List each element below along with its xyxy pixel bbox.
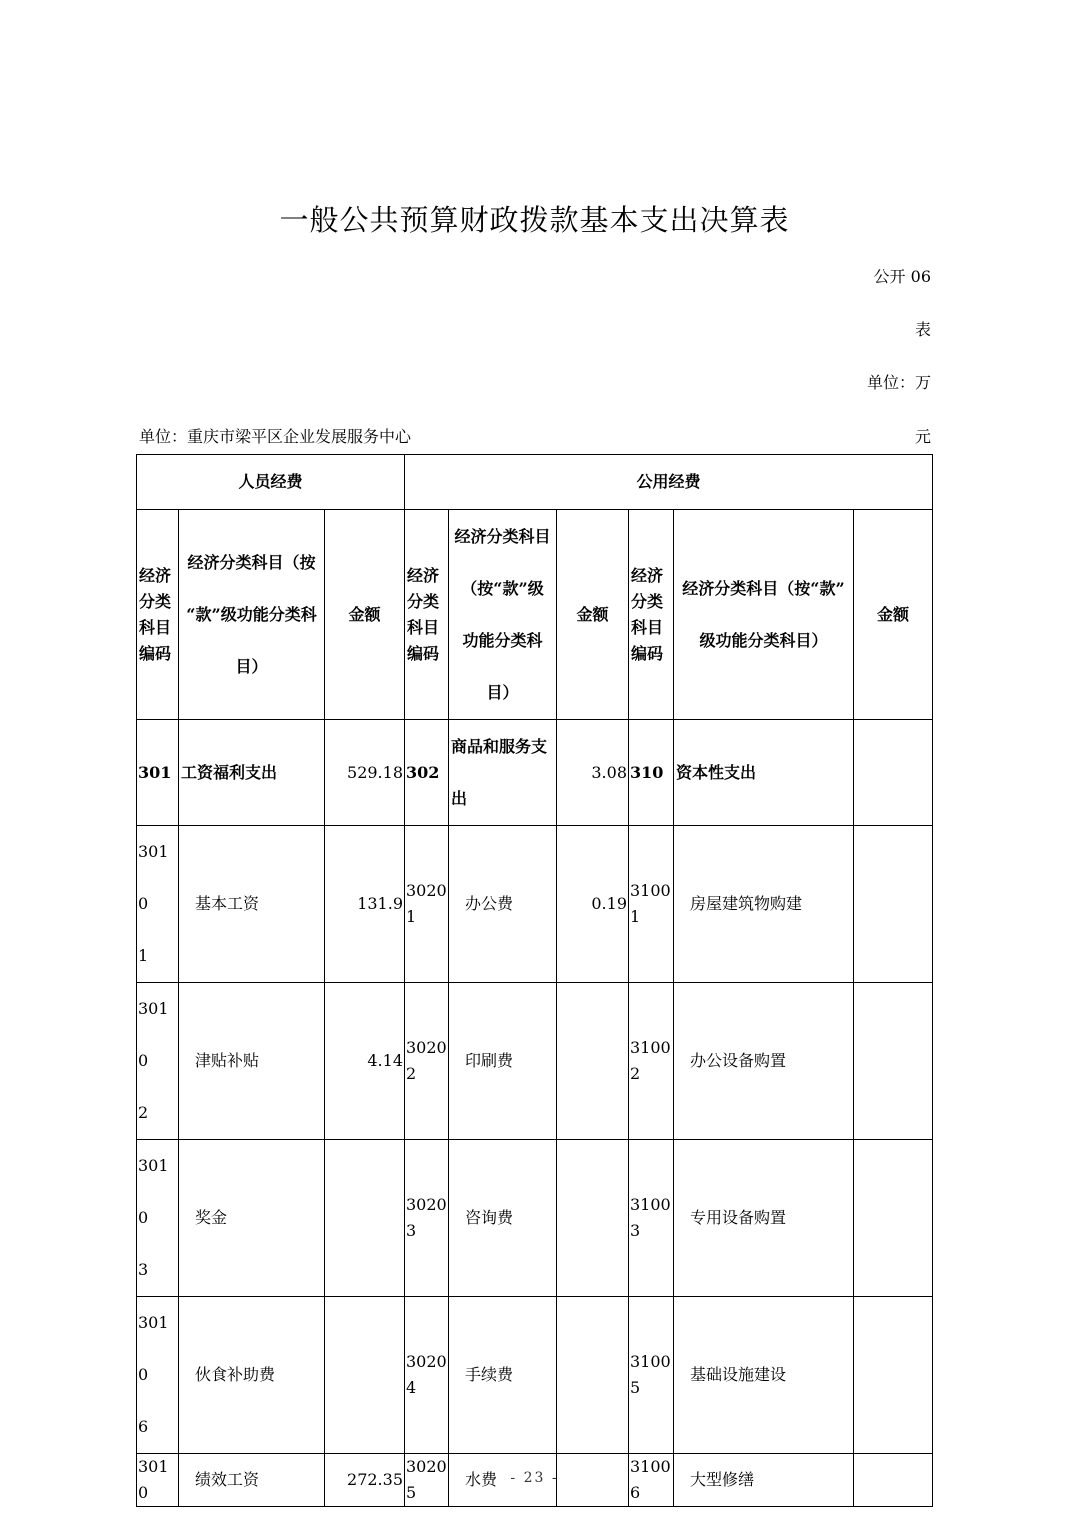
row-code-3: 31002 [629, 983, 674, 1140]
row-name-2: 手续费 [449, 1297, 557, 1454]
group-name-310: 资本性支出 [674, 720, 854, 826]
row-name-2: 咨询费 [449, 1140, 557, 1297]
group-name-302: 商品和服务支 出 [449, 720, 557, 826]
row-name-3: 大型修缮 [674, 1454, 854, 1507]
table-row [137, 1297, 933, 1454]
row-amount-1: 272.35 [325, 1454, 405, 1507]
row-amount-3 [854, 826, 933, 983]
org-label: 单位：重庆市梁平区企业发展服务中心 [139, 427, 412, 446]
section-header-row [137, 455, 933, 510]
row-name-2: 水费 [449, 1454, 557, 1507]
row-name-1: 绩效工资 [179, 1454, 325, 1507]
row-code-1: 3010 6 [137, 1297, 179, 1454]
row-amount-1 [325, 1297, 405, 1454]
row-code-2: 30205 [405, 1454, 449, 1507]
unit-line1: 单位：万 [866, 373, 931, 392]
row-amount-1: 131.9 [325, 826, 405, 983]
row-amount-2 [557, 1297, 629, 1454]
amount-header-3: 金额 [854, 510, 933, 720]
group-row [137, 720, 933, 826]
code-header-2: 经济 分类 科目 编码 [405, 510, 449, 720]
table-row [137, 983, 933, 1140]
table-row [137, 826, 933, 983]
name-header-2: 经济分类科目 （按“款”级 功能分类科 目） [449, 510, 557, 720]
group-code-310: 310 [629, 720, 674, 826]
name-header-3: 经济分类科目（按“款” 级功能分类科目） [674, 510, 854, 720]
amount-header-1: 金额 [325, 510, 405, 720]
row-name-3: 办公设备购置 [674, 983, 854, 1140]
group-amount-301: 529.18 [325, 720, 405, 826]
code-header-3: 经济 分类 科目 编码 [629, 510, 674, 720]
row-name-2: 印刷费 [449, 983, 557, 1140]
row-amount-1 [325, 1140, 405, 1297]
page-title: 一般公共预算财政拨款基本支出决算表 [279, 203, 790, 237]
group-amount-302: 3.08 [557, 720, 629, 826]
row-amount-2 [557, 983, 629, 1140]
row-amount-2: 0.19 [557, 826, 629, 983]
row-code-1: 3010 2 [137, 983, 179, 1140]
group-name-301: 工资福利支出 [179, 720, 325, 826]
row-amount-3 [854, 1297, 933, 1454]
row-name-3: 专用设备购置 [674, 1140, 854, 1297]
row-code-2: 30203 [405, 1140, 449, 1297]
row-code-1: 3010 3 [137, 1140, 179, 1297]
row-code-3: 31006 [629, 1454, 674, 1507]
table-row [137, 1140, 933, 1297]
row-code-1: 3010 [137, 1454, 179, 1507]
form-code-line2: 表 [914, 320, 931, 339]
form-code-line1: 公开 06 [873, 267, 931, 286]
group-amount-310 [854, 720, 933, 826]
column-header-row [137, 510, 933, 720]
row-name-1: 基本工资 [179, 826, 325, 983]
row-code-3: 31001 [629, 826, 674, 983]
row-code-3: 31005 [629, 1297, 674, 1454]
row-code-1: 3010 1 [137, 826, 179, 983]
row-name-1: 奖金 [179, 1140, 325, 1297]
expenditure-table [136, 454, 933, 1507]
row-name-1: 津贴补贴 [179, 983, 325, 1140]
row-amount-2 [557, 1140, 629, 1297]
page-number: - 23 - [510, 1470, 559, 1486]
row-code-2: 30202 [405, 983, 449, 1140]
unit-line2: 元 [914, 427, 931, 446]
code-header-1: 经济 分类 科目 编码 [137, 510, 179, 720]
row-code-2: 30201 [405, 826, 449, 983]
row-name-2: 办公费 [449, 826, 557, 983]
group-code-301: 301 [137, 720, 179, 826]
name-header-1: 经济分类科目（按 “款”级功能分类科 目） [179, 510, 325, 720]
amount-header-2: 金额 [557, 510, 629, 720]
section-public: 公用经费 [405, 455, 933, 510]
row-amount-3 [854, 983, 933, 1140]
row-name-1: 伙食补助费 [179, 1297, 325, 1454]
row-code-2: 30204 [405, 1297, 449, 1454]
section-personnel: 人员经费 [137, 455, 405, 510]
row-amount-3 [854, 1140, 933, 1297]
row-name-3: 基础设施建设 [674, 1297, 854, 1454]
group-code-302: 302 [405, 720, 449, 826]
row-amount-1: 4.14 [325, 983, 405, 1140]
row-name-3: 房屋建筑物购建 [674, 826, 854, 983]
row-code-3: 31003 [629, 1140, 674, 1297]
